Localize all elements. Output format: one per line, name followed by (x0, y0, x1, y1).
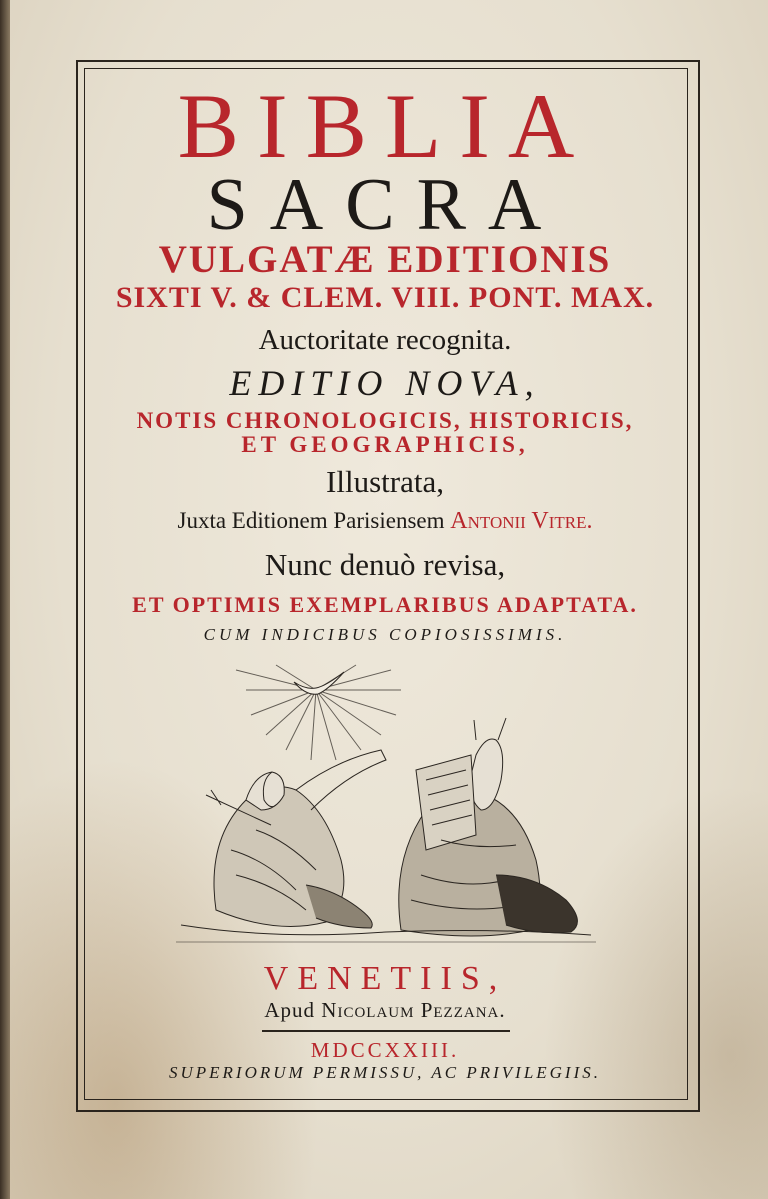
subtitle-optimis: ET OPTIMIS EXEMPLARIBUS ADAPTATA. (132, 592, 638, 617)
imprint-rule (262, 1030, 510, 1032)
title-sacra: SACRA (206, 164, 564, 246)
subtitle-nunc: Nunc denuò revisa, (264, 547, 506, 582)
engraving-illustration (176, 660, 596, 945)
subtitle-popes: SIXTI V. & CLEM. VIII. PONT. MAX. (115, 281, 655, 314)
subtitle-vulgatae: VULGATÆ EDITIONIS (158, 238, 612, 281)
juxta-text: Juxta Editionem Parisiensem (177, 508, 451, 533)
title-biblia: BIBLIA (177, 75, 593, 177)
subtitle-illustrata: Illustrata, (326, 464, 444, 499)
subtitle-auctoritate: Auctoritate recognita. (258, 324, 512, 356)
antonii-vitre: Antonii Vitre. (450, 508, 593, 534)
imprint-publisher (84, 1000, 686, 1021)
subtitle-juxta (84, 509, 686, 533)
subtitle-notis: NOTIS CHRONOLOGICIS, HISTORICIS, (136, 408, 634, 433)
subtitle-geographicis: ET GEOGRAPHICIS, (241, 432, 529, 457)
subtitle-editio-nova: EDITIO NOVA, (229, 363, 541, 403)
book-spine-edge (0, 0, 10, 1199)
imprint-year: MDCCXXIII. (310, 1038, 460, 1062)
imprint-place: VENETIIS, (263, 960, 507, 997)
apud-text: Apud (264, 998, 322, 1022)
publisher-name: Nicolaum Pezzana. (321, 998, 506, 1022)
imprint-permission: SUPERIORUM PERMISSU, AC PRIVILEGIIS. (168, 1063, 602, 1082)
subtitle-indicibus: CUM INDICIBUS COPIOSISSIMIS. (203, 625, 567, 644)
